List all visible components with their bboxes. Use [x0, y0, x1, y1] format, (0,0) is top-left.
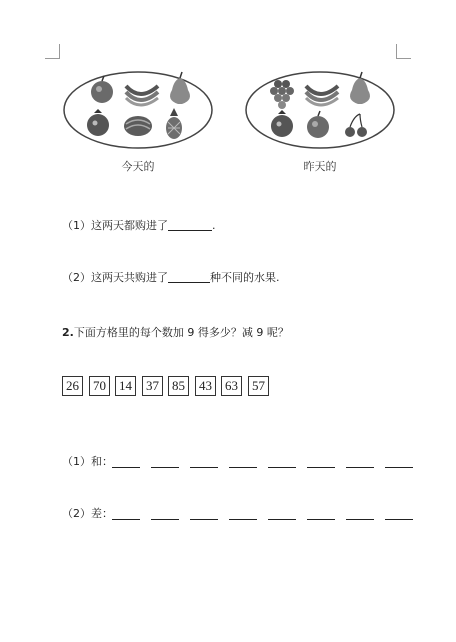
number-box: 37 — [142, 376, 163, 396]
number-box: 85 — [168, 376, 189, 396]
sum-answer-blank[interactable] — [307, 455, 335, 468]
pear-icon — [350, 72, 370, 104]
diff-answer-row — [112, 507, 424, 520]
right-caption: 昨天的 — [303, 160, 337, 173]
diff-answer-blank[interactable] — [190, 507, 218, 520]
diff-answer-blank[interactable] — [112, 507, 140, 520]
q1-part2 — [62, 270, 280, 285]
sum-answer-blank[interactable] — [346, 455, 374, 468]
number-box: 14 — [115, 376, 136, 396]
diff-label: （2）差： — [62, 507, 113, 520]
q2-question-text: 下面方格里的每个数加 9 得多少？减 9 呢？ — [73, 326, 289, 339]
left-oval — [64, 72, 212, 148]
q1-part1 — [62, 218, 216, 233]
watermelon-icon — [124, 116, 152, 136]
sum-answer-blank[interactable] — [190, 455, 218, 468]
left-caption: 今天的 — [121, 160, 155, 173]
number-box: 43 — [195, 376, 216, 396]
banana-icon — [306, 86, 338, 105]
q1-part1-answer-blank[interactable] — [168, 218, 212, 231]
number-box: 26 — [62, 376, 83, 396]
q1-part1-suffix: . — [212, 219, 216, 232]
diff-answer-blank[interactable] — [385, 507, 413, 520]
apple-icon — [307, 111, 329, 138]
sum-label: （1）和： — [62, 455, 113, 468]
sum-answer-blank[interactable] — [229, 455, 257, 468]
number-box: 57 — [248, 376, 269, 396]
diff-answer-blank[interactable] — [307, 507, 335, 520]
q1-part2-text: （2）这两天共购进了 — [62, 271, 168, 284]
crop-mark-top-right — [396, 44, 411, 59]
grape-icon — [270, 80, 294, 109]
cherry-icon — [345, 114, 367, 137]
diff-answer-blank[interactable] — [268, 507, 296, 520]
pineapple-icon — [166, 108, 182, 139]
q2-number: 2. — [62, 326, 74, 339]
diff-answer-blank[interactable] — [346, 507, 374, 520]
q1-part1-text: （1）这两天都购进了 — [62, 219, 168, 232]
pomegranate-icon — [87, 109, 109, 136]
banana-icon — [126, 86, 158, 105]
q1-part2-answer-blank[interactable] — [168, 270, 210, 283]
number-box: 70 — [89, 376, 110, 396]
sum-answer-blank[interactable] — [112, 455, 140, 468]
sum-answer-blank[interactable] — [268, 455, 296, 468]
number-box: 63 — [221, 376, 242, 396]
fruit-figure — [60, 68, 412, 180]
sum-answer-blank[interactable] — [385, 455, 413, 468]
q1-part2-suffix: 种不同的水果. — [210, 271, 280, 284]
fruit-figure-svg — [60, 68, 412, 180]
q2-question — [62, 326, 289, 340]
pomegranate-icon — [271, 110, 293, 137]
sum-answer-row — [112, 455, 424, 468]
crop-mark-top-left — [45, 44, 60, 59]
sum-answer-blank[interactable] — [151, 455, 179, 468]
diff-answer-blank[interactable] — [151, 507, 179, 520]
diff-answer-blank[interactable] — [229, 507, 257, 520]
